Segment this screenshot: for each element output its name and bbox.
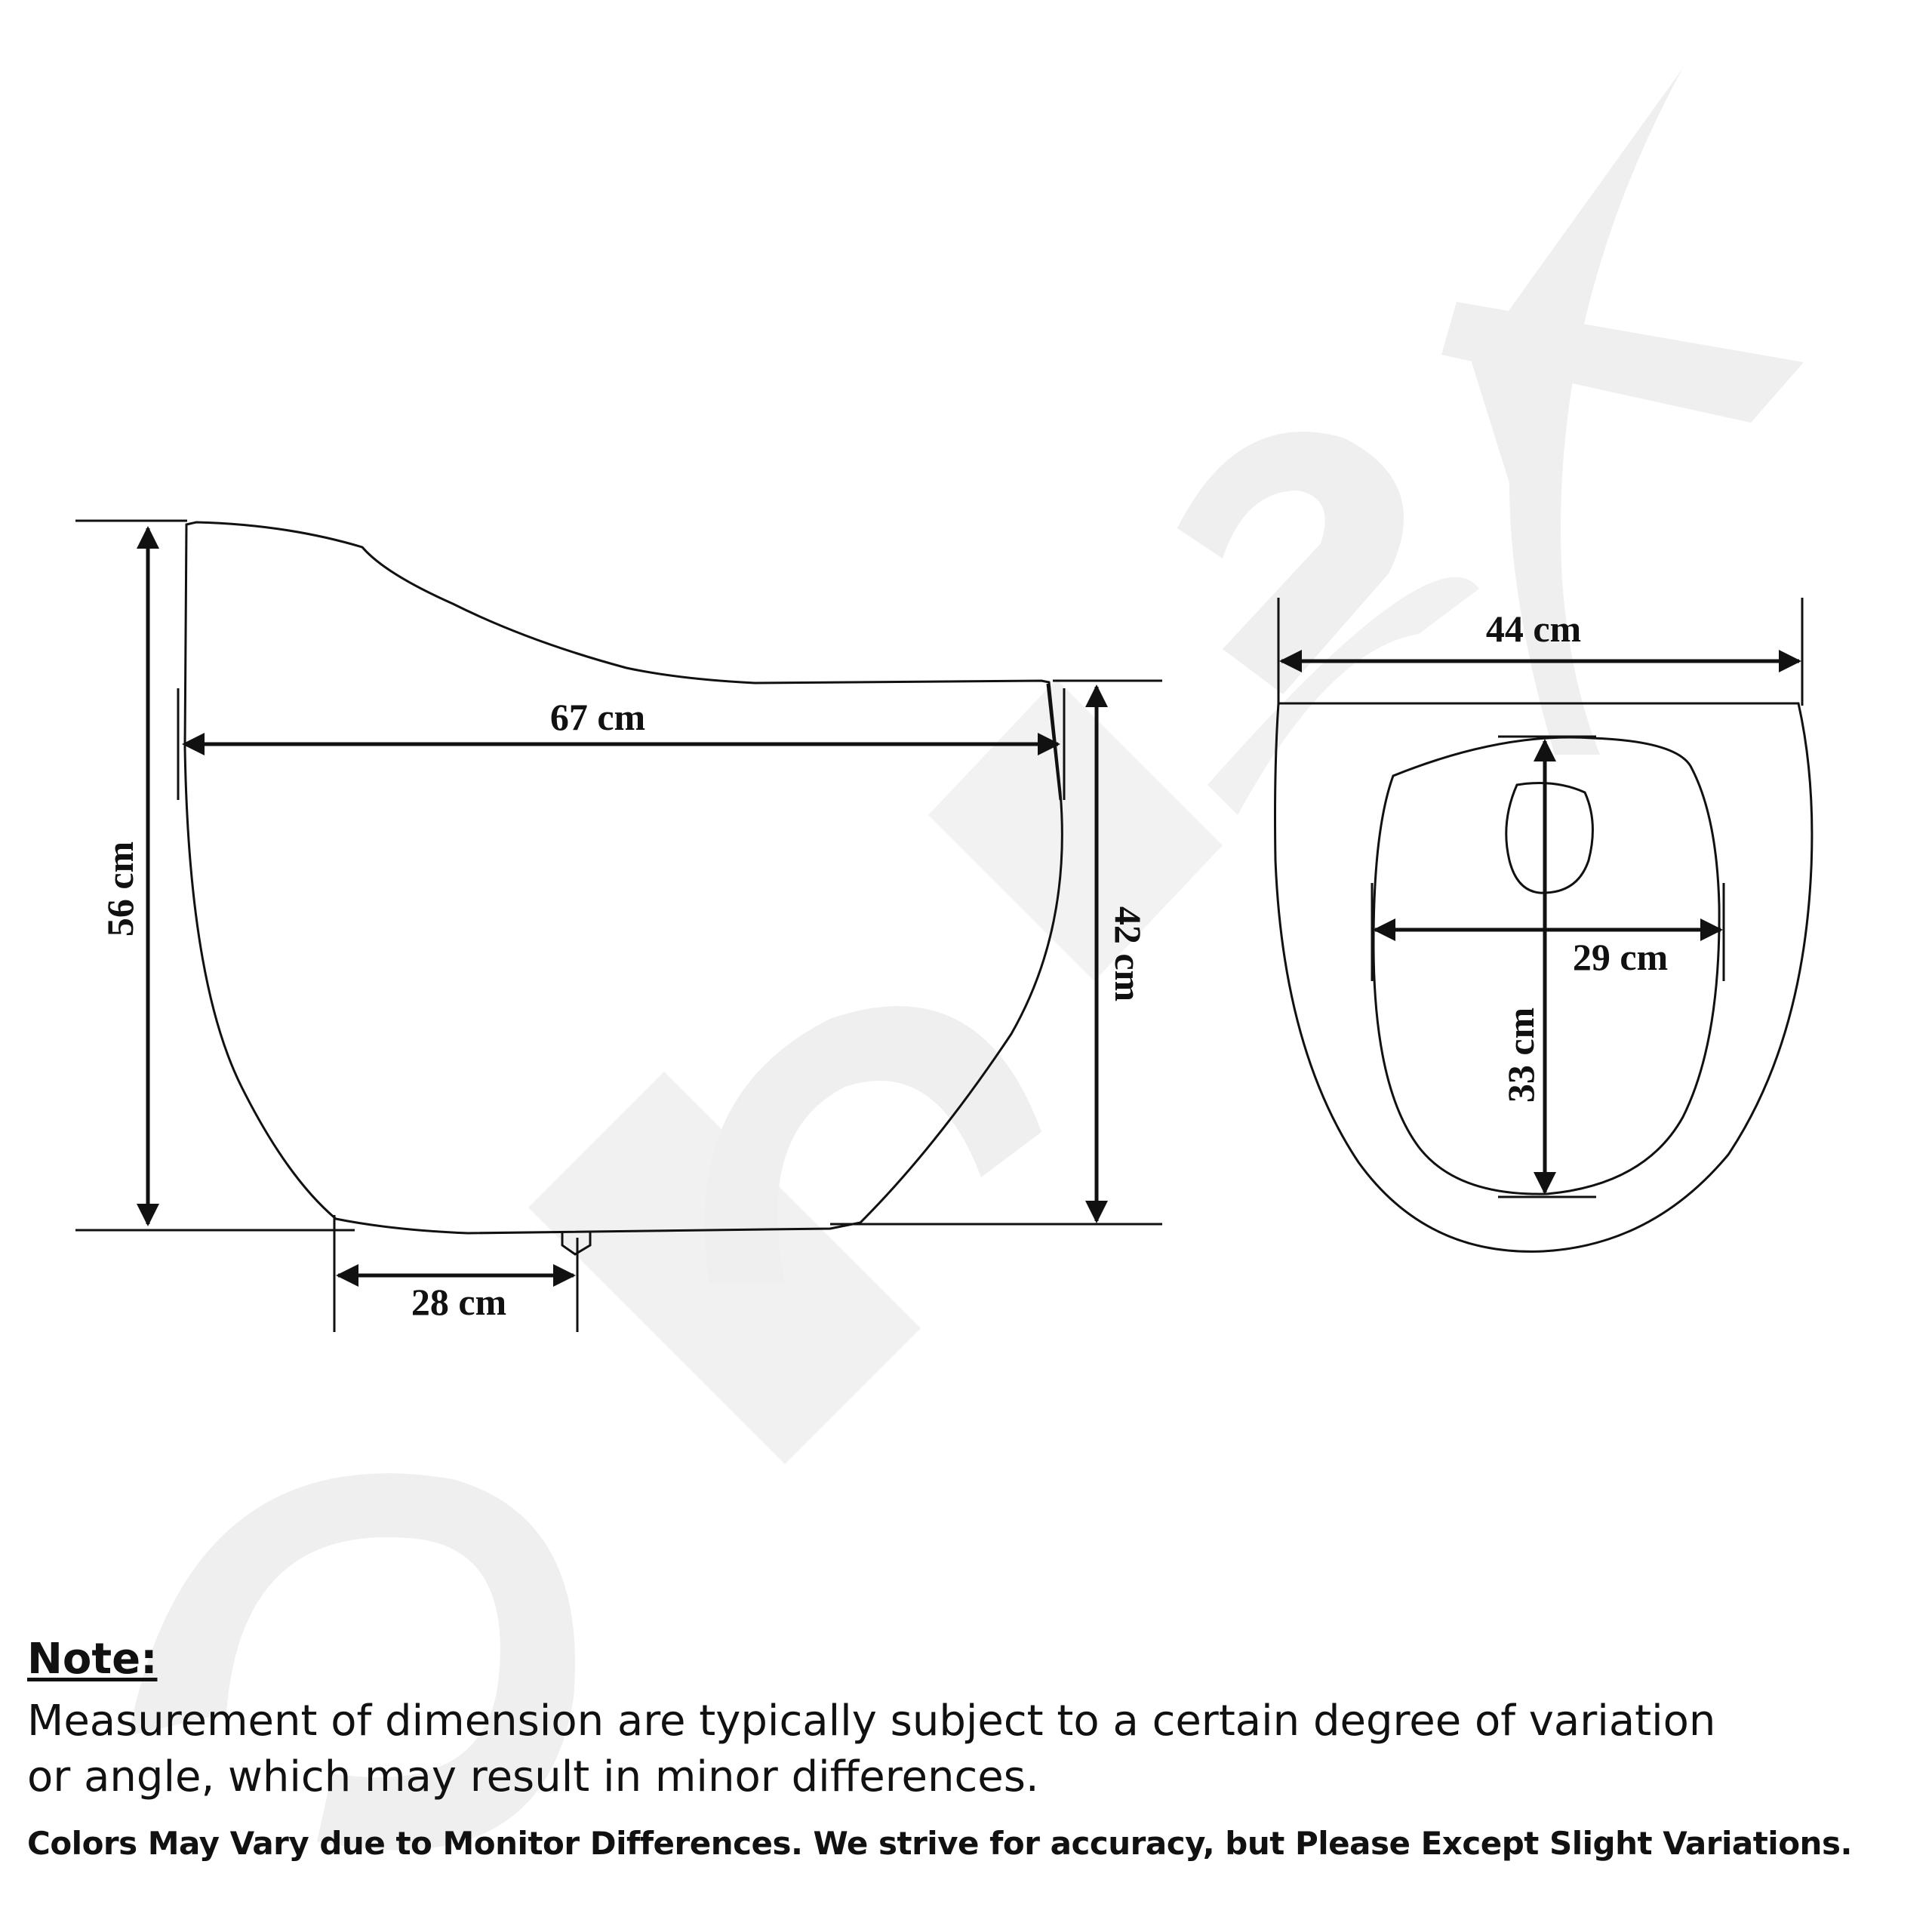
label-seat-length: 33 cm — [1500, 1007, 1542, 1103]
note-heading: Note: — [27, 1635, 158, 1684]
note-section — [27, 1636, 1899, 1862]
top-view-drain-hole — [1506, 783, 1593, 894]
watermark-logo — [128, 68, 1804, 1850]
top-view-dimensions — [1281, 661, 1799, 1192]
color-disclaimer: Colors May Vary due to Monitor Differences. We strive for accuracy, but Please Except Slight Variations. — [27, 1824, 1852, 1862]
label-height-rim: 42 cm — [1107, 906, 1149, 1002]
note-body: Measurement of dimension are typically subject to a certain degree of variation or angle, which may result in minor differences. — [27, 1696, 1716, 1801]
label-seat-width: 29 cm — [1572, 936, 1669, 978]
label-base-length: 28 cm — [411, 1281, 507, 1323]
label-height-total: 56 cm — [99, 841, 141, 937]
label-width-outer: 44 cm — [1485, 608, 1582, 650]
label-length-top: 67 cm — [549, 696, 646, 738]
